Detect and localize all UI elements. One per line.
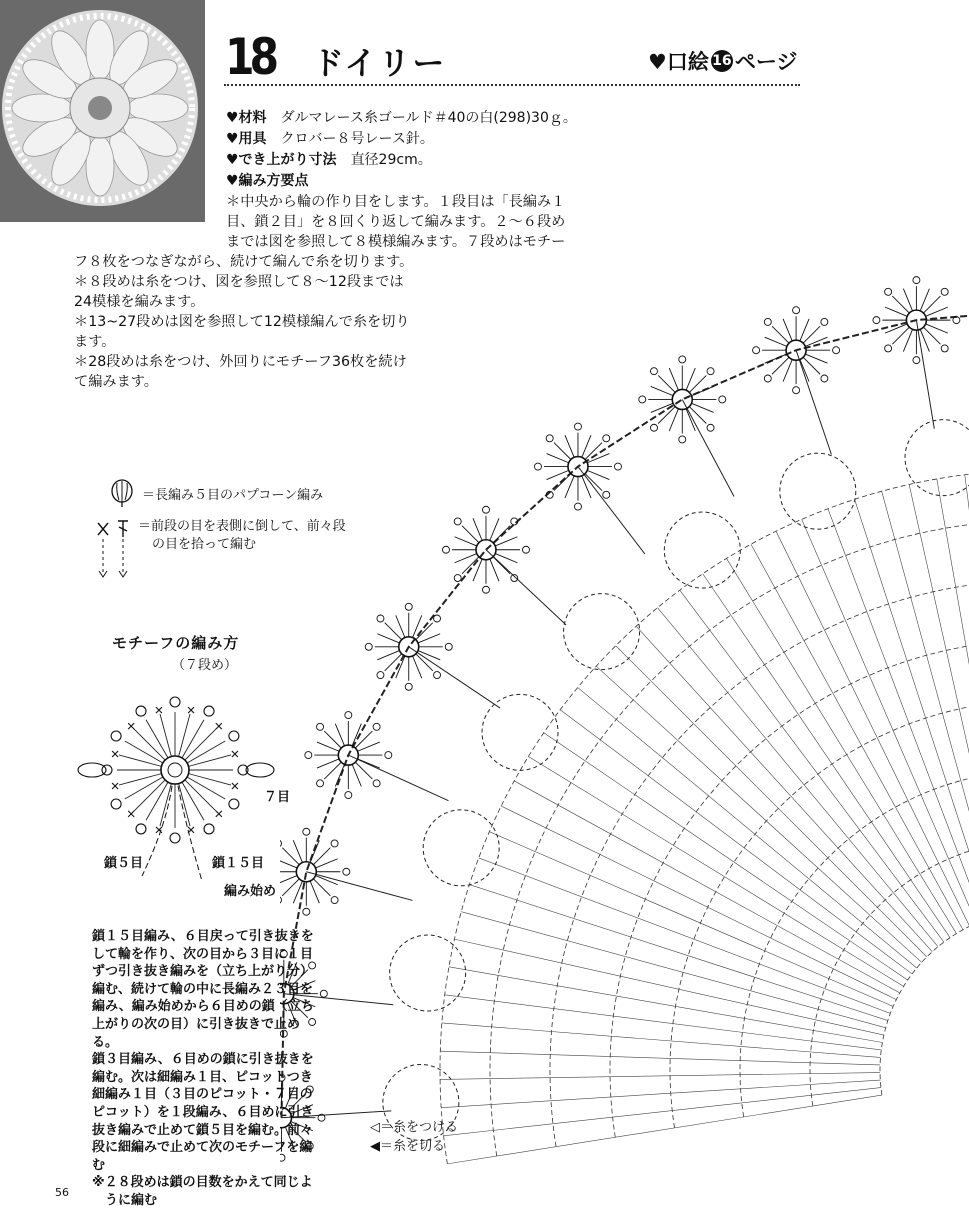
note-line: 上がりの次の目）に引き抜きで止める。: [92, 1016, 301, 1050]
page-number: 56: [55, 1186, 69, 1199]
instruction-line: ＊28段めは糸をつけ、外回りにモチーフ36枚を続け: [74, 354, 407, 370]
ref-page-number: 16: [711, 50, 733, 72]
instruction-line: 目、鎖２目」を８回くり返して編みます。２～６段め: [226, 214, 566, 230]
popcorn-stitch-icon: [108, 478, 136, 508]
ref-suffix: ページ: [734, 50, 798, 74]
motif-subtitle: （７段め）: [172, 658, 238, 673]
front-post-stitch-icon: [94, 517, 134, 581]
note-line: 細編み１目（３目のピコット・７目の: [92, 1087, 313, 1103]
note-line: 編む、続けて輪の中に長編み２３目を: [92, 981, 314, 997]
motif-label-chain15: 鎖１５目: [212, 856, 265, 871]
instruction-line: ます。: [74, 334, 116, 350]
note-line: 鎖１５目編み、６目戻って引き抜きを: [92, 929, 314, 944]
ref-prefix: ♥口絵: [648, 50, 709, 74]
instruction-line: て編みます。: [74, 374, 158, 390]
instruction-line: までは図を参照して８模様編みます。７段めはモチー: [226, 234, 566, 250]
note-line: ※２８段めは鎖の目数をかえて同じよ: [92, 1175, 313, 1191]
instruction-line: ＊８段めは糸をつけ、図を参照して８～12段までは: [74, 274, 404, 290]
spec-label: ♥編み方要点: [226, 173, 309, 189]
instruction-line: フ８枚をつなぎながら、続けて編んで糸を切ります。: [74, 254, 414, 270]
note-line: ずつ引き抜き編みを（立ち上がり分）: [92, 964, 314, 980]
legend-cross-line1: ＝前段の目を表側に倒して、前々段: [138, 519, 346, 534]
legend-cross-line2: の目を拾って編む: [152, 537, 257, 552]
spec-value: クロバー８号レース針。: [280, 131, 434, 147]
crochet-chart: [280, 60, 969, 1232]
note-line: む: [92, 1157, 106, 1173]
legend-popcorn-text: ＝長編み５目のパプコーン編み: [142, 487, 324, 503]
note-line: ピコット）を１段編み、６目めに引き: [92, 1104, 314, 1120]
legend-cross-symbols: [94, 517, 134, 585]
note-line: うに編む: [92, 1192, 158, 1208]
note-line: 編む。次は細編み１目、ピコットつき: [92, 1069, 313, 1085]
note-line: して輪を作り、次の目から３目に１目: [92, 946, 314, 962]
page-title: ドイリー: [312, 44, 447, 82]
thread-attach: ◁＝糸をつける: [370, 1120, 458, 1135]
spec-value: ダルマレース糸ゴールド＃40の白(298)30ｇ。: [280, 110, 577, 126]
note-line: 抜き編みで止めて鎖５目を編む。前々: [92, 1122, 314, 1138]
motif-label-row7: ７目: [264, 790, 291, 805]
thread-cut: ◀＝糸を切る: [370, 1139, 445, 1154]
pattern-number: 18: [225, 28, 274, 86]
motif-title: モチーフの編み方: [112, 634, 240, 652]
note-line: 編み、編み始めから６目めの鎖（立ち: [92, 999, 314, 1015]
doily-photo: [0, 0, 205, 222]
motif-label-chain5: 鎖５目: [104, 856, 144, 871]
instruction-line: ＊中央から輪の作り目をします。１段目は「長編み１: [226, 194, 566, 210]
motif-label-start: 編み始め: [224, 884, 277, 899]
instruction-line: 24模様を編みます。: [74, 294, 205, 310]
note-line: 段に細編みで止めて次のモチーフを編: [92, 1140, 313, 1156]
doily-photo-image: [0, 0, 205, 222]
spec-label: ♥でき上がり寸法: [226, 152, 337, 168]
note-line: 鎖３目編み、６目めの鎖に引き抜きを: [92, 1052, 314, 1068]
spec-label: ♥用具: [226, 131, 267, 147]
instruction-line: ＊13~27段めは図を参照して12模様編んで糸を切り: [74, 314, 410, 330]
spec-label: ♥材料: [226, 110, 267, 126]
spec-value: 直径29cm。: [350, 152, 432, 168]
